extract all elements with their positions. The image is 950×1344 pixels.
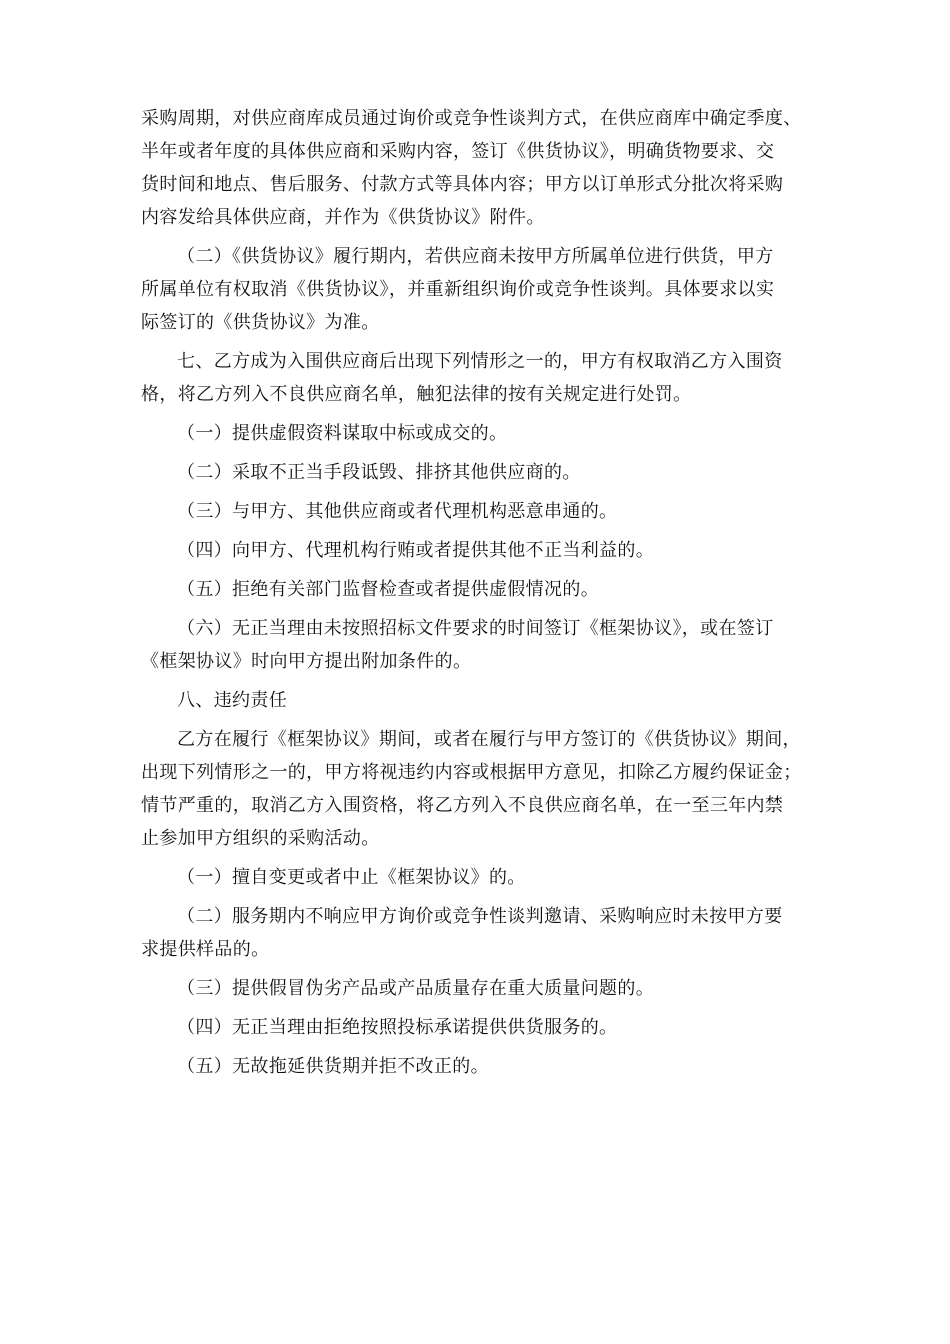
list-item (141, 1050, 813, 1083)
text-line: 货时间和地点、售后服务、付款方式等具体内容；甲方以订单形式分批次将采购 (141, 174, 784, 195)
list-item (141, 417, 813, 450)
list-item (141, 972, 813, 1005)
text-line: 出现下列情形之一的，甲方将视违约内容或根据甲方意见，扣除乙方履约保证金； (141, 762, 802, 783)
text-line: （一）提供虚假资料谋取中标或成交的。 (177, 423, 508, 444)
text-line: 所属单位有权取消《供货协议》，并重新组织询价或竞争性谈判。具体要求以实 (141, 279, 775, 300)
text-line: （一）擅自变更或者中止《框架协议》的。 (177, 867, 526, 888)
text-line: （三）提供假冒伪劣产品或产品质量存在重大质量问题的。 (177, 978, 655, 999)
text-line: 格，将乙方列入不良供应商名单，触犯法律的按有关规定进行处罚。 (141, 384, 692, 405)
document-body (141, 102, 813, 1083)
text-line: 八、违约责任 (177, 690, 288, 711)
paragraph-supply-agreement-term (141, 240, 813, 339)
text-line: 《框架协议》时向甲方提出附加条件的。 (141, 651, 472, 672)
text-line: （四）向甲方、代理机构行贿或者提供其他不正当利益的。 (177, 540, 655, 561)
list-item (141, 1011, 813, 1044)
list-item (141, 900, 813, 966)
section-heading-breach-liability (141, 684, 813, 717)
text-line: （二）《供货协议》履行期内，若供应商未按甲方所属单位进行供货，甲方 (177, 246, 774, 267)
list-item (141, 612, 813, 678)
list-item (141, 495, 813, 528)
paragraph-section-seven (141, 345, 813, 411)
paragraph-procurement-cycle (141, 102, 813, 234)
paragraph-breach-conditions (141, 723, 813, 855)
list-item (141, 534, 813, 567)
text-line: 半年或者年度的具体供应商和采购内容，签订《供货协议》，明确货物要求、交 (141, 141, 775, 162)
text-line: 七、乙方成为入围供应商后出现下列情形之一的，甲方有权取消乙方入围资 (177, 351, 783, 372)
list-item (141, 573, 813, 606)
text-line: （六）无正当理由未按照招标文件要求的时间签订《框架协议》，或在签订 (177, 618, 774, 639)
text-line: 情节严重的，取消乙方入围资格，将乙方列入不良供应商名单，在一至三年内禁 (141, 795, 784, 816)
text-line: （五）无故拖延供货期并拒不改正的。 (177, 1056, 489, 1077)
list-item (141, 456, 813, 489)
text-line: 内容发给具体供应商，并作为《供货协议》附件。 (141, 207, 545, 228)
text-line: （五）拒绝有关部门监督检查或者提供虚假情况的。 (177, 579, 600, 600)
text-line: 求提供样品的。 (141, 939, 270, 960)
text-line: 止参加甲方组织的采购活动。 (141, 828, 380, 849)
text-line: 采购周期，对供应商库成员通过询价或竞争性谈判方式，在供应商库中确定季度、 (141, 108, 802, 129)
text-line: （四）无正当理由拒绝按照投标承诺提供供货服务的。 (177, 1017, 618, 1038)
text-line: （二）采取不正当手段诋毁、排挤其他供应商的。 (177, 462, 581, 483)
text-line: （二）服务期内不响应甲方询价或竞争性谈判邀请、采购响应时未按甲方要 (177, 906, 783, 927)
text-line: 际签订的《供货协议》为准。 (141, 312, 380, 333)
list-item (141, 861, 813, 894)
text-line: 乙方在履行《框架协议》期间，或者在履行与甲方签订的《供货协议》期间， (177, 729, 801, 750)
text-line: （三）与甲方、其他供应商或者代理机构恶意串通的。 (177, 501, 618, 522)
